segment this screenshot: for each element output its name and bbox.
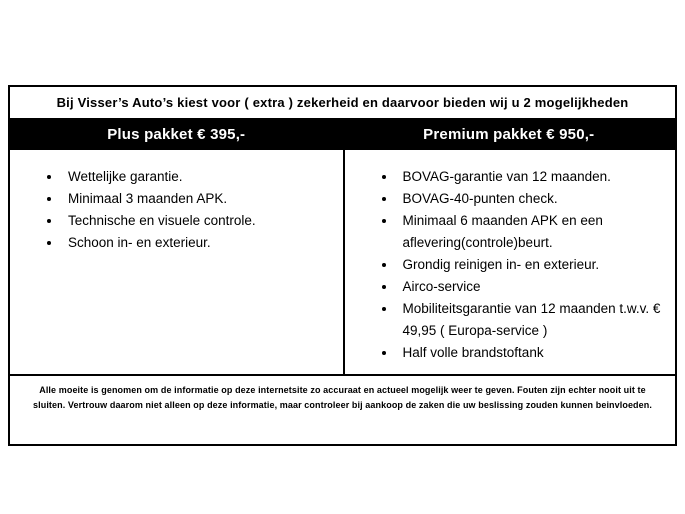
column-headers xyxy=(10,118,675,150)
plus-package-list xyxy=(10,166,335,254)
list-item: • Technische en visuele controle. xyxy=(62,210,335,232)
list-item: • Half volle brandstoftank xyxy=(397,342,668,364)
list-item: • Mobiliteitsgarantie van 12 maanden t.w.v. € 49,95 ( Europa-service ) xyxy=(397,298,668,342)
disclaimer-text: Alle moeite is genomen om de informatie op deze internetsite zo accuraat en actueel mogelijk weer te geven. Fouten zijn echter nooit uit te sluiten. Vertrouw daarom niet alleen op deze informatie, maar controleer bij aankoop de zaken die uw beslissing zouden kunnen beinvloeden. xyxy=(10,374,675,444)
list-item: • Minimaal 3 maanden APK. xyxy=(62,188,335,210)
plus-package-column xyxy=(10,150,343,374)
list-item: • Minimaal 6 maanden APK en een aflevering(controle)beurt. xyxy=(397,210,668,254)
list-item: • BOVAG-garantie van 12 maanden. xyxy=(397,166,668,188)
table-body xyxy=(10,150,675,374)
list-item: • Schoon in- en exterieur. xyxy=(62,232,335,254)
premium-package-header: Premium pakket € 950,- xyxy=(423,125,595,143)
list-item: • Grondig reinigen in- en exterieur. xyxy=(397,254,668,276)
list-item: • Wettelijke garantie. xyxy=(62,166,335,188)
plus-package-header: Plus pakket € 395,- xyxy=(107,125,246,143)
table-title: Bij Visser’s Auto’s kiest voor ( extra ) zekerheid en daarvoor bieden wij u 2 mogelijkheden xyxy=(56,95,629,110)
list-item: • BOVAG-40-punten check. xyxy=(397,188,668,210)
premium-package-list xyxy=(345,166,668,364)
list-item: • Airco-service xyxy=(397,276,668,298)
package-comparison-table xyxy=(8,85,677,446)
premium-package-column xyxy=(343,150,676,374)
